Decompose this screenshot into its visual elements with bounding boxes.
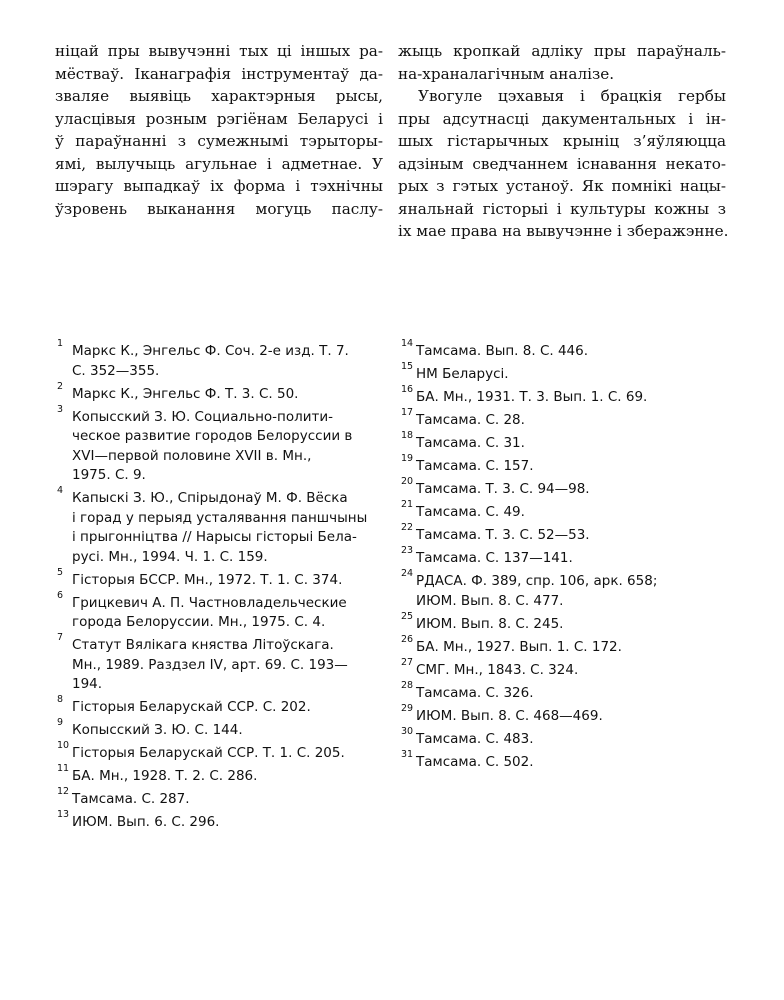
footnote-line: РДАСА. Ф. 389, спр. 106, арк. 658; [416, 573, 658, 589]
footnote-text [72, 721, 387, 741]
text-line: іх мае права на вывучэнне і зберажэнне. [398, 222, 729, 240]
footnote-number: 25 [401, 610, 414, 622]
footnote-line: Тамсама. С. 157. [416, 458, 534, 474]
footnote-number: 19 [401, 453, 414, 464]
text-line: янальнай гісторыі і культуры кожны з [398, 199, 726, 218]
footnote-item [401, 568, 731, 611]
footnote-item [401, 407, 731, 431]
footnote-text [72, 790, 387, 810]
text-line: жыць кропкай адліку пры параўналь- [398, 42, 726, 60]
footnote-text [72, 636, 387, 695]
footnote-number: 5 [57, 566, 64, 578]
footnote-line: Маркс К., Энгельс Ф. Т. 3. С. 50. [72, 385, 299, 402]
footnote-number: 11 [57, 763, 70, 774]
footnote-item [401, 361, 731, 385]
footnote-text [72, 571, 387, 591]
footnote-text [416, 730, 731, 750]
footnote-text [416, 638, 731, 658]
footnote-line: БА. Мн., 1931. Т. 3. Вып. 1. С. 69. [416, 389, 648, 405]
body-text-left-column [55, 40, 383, 220]
footnote-line: 194. [72, 676, 103, 692]
footnote-text [416, 365, 731, 385]
footnote-line: Тамсама. С. 49. [416, 504, 525, 520]
footnote-line: СМГ. Мн., 1843. С. 324. [416, 661, 579, 678]
footnote-item [401, 702, 731, 727]
footnote-item [57, 338, 387, 381]
text-line: зваляе выявіць характэрныя рысы, [55, 87, 383, 105]
footnote-number: 13 [57, 809, 70, 820]
footnote-text [72, 342, 387, 381]
footnote-item [401, 338, 731, 362]
footnote-line: С. 352—355. [72, 362, 160, 379]
footnote-line: Тамсама. Вып. 8. С. 446. [416, 343, 589, 359]
footnote-item [57, 589, 387, 633]
text-line: шэрагу выпадкаў іх форма і тэхнічны [55, 177, 383, 195]
footnote-number: 30 [401, 725, 414, 737]
footnote-number: 12 [57, 786, 70, 797]
footnote-item [401, 610, 731, 635]
footnote-line: Капыскі З. Ю., Спірыдонаў М. Ф. Вёска [72, 490, 348, 506]
footnote-item [401, 476, 731, 500]
footnote-text [416, 503, 731, 523]
footnote-number: 29 [401, 702, 414, 714]
text-line: уласцівыя розным рэгіёнам Беларусі і [55, 109, 383, 128]
footnote-line: 1975. С. 9. [72, 467, 146, 483]
footnote-text [416, 457, 731, 477]
footnote-item [401, 679, 731, 704]
footnote-line: Гісторыя Беларускай ССР. Т. 1. С. 205. [72, 745, 345, 761]
footnote-line: Тамсама. С. 287. [72, 791, 190, 807]
footnote-number: 2 [57, 380, 64, 392]
footnote-line: Тамсама. Т. 3. С. 52—53. [416, 527, 590, 543]
footnote-line: Тамсама. С. 483. [416, 730, 534, 747]
footnote-text [72, 744, 387, 764]
footnotes-right-column [401, 338, 731, 776]
footnote-item [57, 566, 387, 591]
footnote-number: 14 [401, 338, 414, 349]
text-line: шых гістарычных крыніц з’яўляюцца [398, 132, 726, 150]
footnote-number: 8 [57, 694, 64, 705]
footnote-line: Копысский З. Ю. Социально-полити- [72, 408, 334, 425]
footnote-number: 21 [401, 499, 414, 510]
footnote-item [57, 786, 387, 810]
footnote-number: 9 [57, 717, 64, 728]
footnote-item [57, 694, 387, 718]
footnote-number: 26 [401, 633, 414, 645]
footnote-text [416, 434, 731, 454]
footnote-item [401, 499, 731, 523]
footnote-text [416, 615, 731, 635]
footnote-text [72, 698, 387, 718]
footnote-text [416, 684, 731, 704]
footnote-item [401, 430, 731, 454]
footnote-item [401, 522, 731, 546]
footnote-number: 16 [401, 384, 414, 395]
footnote-line: Копысский З. Ю. С. 144. [72, 722, 243, 738]
footnote-line: города Белоруссии. Мн., 1975. С. 4. [72, 614, 326, 630]
paragraph-first-line: Увогуле цэхавыя і брацкія гербы [418, 87, 726, 105]
footnote-text [72, 385, 387, 405]
footnote-item [57, 485, 387, 567]
footnote-item [401, 453, 731, 477]
footnote-text [416, 572, 731, 611]
footnote-text [72, 489, 387, 567]
footnote-line: Гісторыя Беларускай ССР. С. 202. [72, 699, 311, 715]
footnote-line: і горад у перыяд усталявання паншчыны [72, 509, 368, 526]
footnote-line: Гісторыя БССР. Мн., 1972. Т. 1. С. 374. [72, 571, 343, 588]
text-line: на-храналагічным аналізе. [398, 64, 615, 83]
footnote-text [416, 753, 731, 773]
footnote-line: НМ Беларусі. [416, 366, 509, 382]
footnote-line: Тамсама. С. 326. [416, 684, 534, 701]
footnote-line: Статут Вялікага княства Літоўскага. [72, 637, 334, 653]
footnote-text [72, 813, 387, 833]
footnote-line: Тамсама. Т. 3. С. 94—98. [416, 481, 590, 497]
footnote-line: Грицкевич А. П. Частновладельческие [72, 594, 347, 611]
footnote-line: ческое развитие городов Белоруссии в [72, 428, 353, 444]
footnote-item [401, 656, 731, 681]
footnote-number: 18 [401, 430, 414, 441]
footnote-item [57, 740, 387, 764]
footnote-text [416, 342, 731, 362]
footnote-text [72, 767, 387, 787]
footnote-text [416, 411, 731, 431]
footnote-line: і прыгонніцтва // Нарысы гісторыі Бела- [72, 529, 357, 545]
footnote-number: 28 [401, 679, 414, 691]
footnote-item [57, 632, 387, 695]
footnote-number: 15 [401, 361, 414, 372]
footnote-line: ИЮМ. Вып. 8. С. 245. [416, 615, 564, 632]
text-line: ямі, вылучыць агульнае і адметнае. У [55, 154, 383, 173]
footnote-number: 3 [57, 403, 64, 415]
footnote-line: Тамсама. С. 502. [416, 753, 534, 770]
footnote-text [416, 707, 731, 727]
footnote-number: 22 [401, 522, 414, 533]
footnote-number: 17 [401, 407, 414, 418]
footnote-line: БА. Мн., 1927. Вып. 1. С. 172. [416, 638, 622, 655]
footnote-number: 23 [401, 545, 414, 556]
text-line: адзіным сведчаннем існавання некато- [398, 154, 726, 173]
footnote-line: Тамсама. С. 28. [416, 412, 525, 428]
text-line: мёстваў. Іканаграфія інструментаў да- [55, 64, 383, 83]
footnote-number: 1 [57, 338, 64, 349]
footnote-number: 7 [57, 632, 64, 643]
text-line: рых з гэтых устаноў. Як помнікі нацы- [398, 177, 726, 195]
footnote-line: Тамсама. С. 31. [416, 435, 525, 451]
footnote-text [72, 594, 387, 633]
text-line: ў параўнанні з сумежнымі тэрыторы- [55, 132, 383, 150]
footnote-number: 4 [57, 485, 64, 496]
footnote-number: 24 [401, 568, 414, 579]
footnote-number: 10 [57, 740, 70, 751]
text-line: ніцай пры вывучэнні тых ці іншых ра- [55, 42, 383, 60]
footnote-item [57, 403, 387, 486]
footnote-item [401, 748, 731, 773]
footnote-item [401, 384, 731, 408]
footnote-line: XVI—первой половине XVII в. Мн., [72, 447, 312, 464]
footnote-line: ИЮМ. Вып. 6. С. 296. [72, 814, 220, 830]
footnote-item [401, 725, 731, 750]
footnote-text [416, 480, 731, 500]
footnote-number: 6 [57, 589, 64, 601]
footnote-text [72, 408, 387, 486]
footnote-item [57, 380, 387, 405]
footnote-line: БА. Мн., 1928. Т. 2. С. 286. [72, 768, 258, 784]
body-text-right-column [398, 40, 729, 243]
footnote-text [416, 388, 731, 408]
footnote-line: ИЮМ. Вып. 8. С. 468—469. [416, 707, 603, 724]
footnote-text [416, 661, 731, 681]
footnote-item [401, 545, 731, 569]
footnote-line: ИЮМ. Вып. 8. С. 477. [416, 592, 564, 609]
footnote-text [416, 526, 731, 546]
footnote-item [57, 809, 387, 833]
footnote-line: Маркс К., Энгельс Ф. Соч. 2-е изд. Т. 7. [72, 343, 349, 359]
footnote-number: 20 [401, 476, 414, 487]
footnotes-left-column [57, 338, 387, 836]
footnote-item [401, 633, 731, 658]
footnote-line: Тамсама. С. 137—141. [416, 550, 573, 566]
footnote-number: 27 [401, 656, 414, 668]
text-line: ўзровень выканання могуць паслу- [55, 199, 383, 218]
footnote-text [416, 549, 731, 569]
footnote-number: 31 [401, 748, 414, 760]
text-line: пры адсутнасці дакументальных і ін- [398, 109, 726, 128]
footnote-item [57, 717, 387, 741]
footnote-item [57, 763, 387, 787]
footnote-line: Мн., 1989. Раздзел IV, арт. 69. С. 193— [72, 656, 348, 673]
footnote-line: русі. Мн., 1994. Ч. 1. С. 159. [72, 548, 268, 565]
